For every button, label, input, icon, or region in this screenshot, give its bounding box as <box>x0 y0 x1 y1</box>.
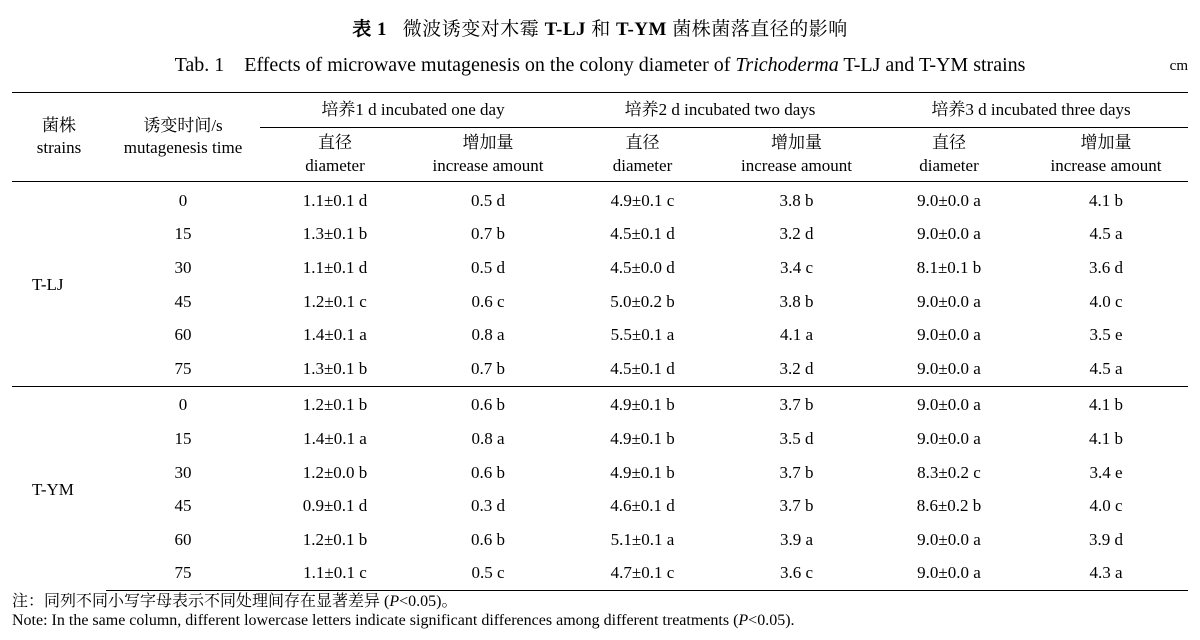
cell-diameter-day-2: 5.5±0.1 a <box>610 325 675 345</box>
group-t-ym <box>12 386 1188 591</box>
title-cn-text-b: 菌株菌落直径的影响 <box>672 19 848 40</box>
cell-increase-day-2: 3.5 d <box>779 428 814 448</box>
cell-increase-day-3: 4.1 b <box>1089 190 1123 210</box>
table-title-chinese <box>0 14 1200 41</box>
header-increase-day-2: 增加量 increase amount <box>741 133 852 175</box>
cell-increase-day-3: 4.0 c <box>1089 291 1123 311</box>
table-row <box>12 557 1188 591</box>
cell-increase-day-2: 3.7 b <box>779 462 814 482</box>
table-row <box>12 422 1188 456</box>
cell-increase-day-2: 3.8 b <box>779 291 814 311</box>
cell-diameter-day-3: 9.0±0.0 a <box>917 358 981 378</box>
table-row <box>12 182 1188 218</box>
cell-diameter-day-1: 1.4±0.1 a <box>303 325 367 345</box>
title-en-genus: Trichoderma <box>735 54 839 76</box>
header-day-1: 培养1 d incubated one day <box>260 93 566 128</box>
cell-diameter-day-2: 4.5±0.1 d <box>610 224 675 244</box>
cell-diameter-day-2: 4.6±0.1 d <box>610 496 675 516</box>
cell-diameter-day-3: 8.6±0.2 b <box>916 496 982 516</box>
cell-diameter-day-2: 4.5±0.0 d <box>610 257 675 277</box>
cell-increase-day-3: 3.4 e <box>1089 462 1123 482</box>
header-diameter-day-2: 直径 diameter <box>612 133 673 175</box>
unit-label: cm <box>1169 58 1188 74</box>
cell-increase-day-1: 0.6 b <box>471 529 505 549</box>
cell-diameter-day-3: 9.0±0.0 a <box>917 224 981 244</box>
cell-time: 60 <box>174 325 192 345</box>
data-table <box>12 92 1188 591</box>
cell-time: 0 <box>178 190 188 210</box>
cell-increase-day-3: 4.3 a <box>1024 557 1188 591</box>
cell-diameter-day-1: 1.2±0.0 b <box>302 462 368 482</box>
footnote-english: Note: In the same column, different lowercase letters indicate significant differences among different treatments (P<0.05). <box>12 612 795 629</box>
cell-increase-day-2: 4.1 a <box>779 325 814 345</box>
cell-increase-day-1: 0.5 c <box>410 557 566 591</box>
cell-diameter-day-2: 5.1±0.1 a <box>610 529 675 549</box>
cell-diameter-day-1: 1.3±0.1 b <box>302 358 368 378</box>
header-increase-day-1: 增加量 increase amount <box>432 133 544 175</box>
cell-diameter-day-1: 1.1±0.1 d <box>302 257 368 277</box>
table-row <box>12 285 1188 319</box>
cell-increase-day-3: 3.5 e <box>1089 325 1123 345</box>
cell-diameter-day-2: 4.9±0.1 b <box>610 428 675 448</box>
cell-increase-day-2: 3.7 b <box>779 496 814 516</box>
cell-time: 75 <box>174 358 192 378</box>
cell-increase-day-1: 0.7 b <box>471 224 505 244</box>
title-en-prefix: Tab. 1 Effects of microwave mutagenesis on the colony diameter of <box>174 54 731 76</box>
cell-diameter-day-1: 1.1±0.1 d <box>302 190 368 210</box>
header-day-2: 培养2 d incubated two days <box>566 93 874 128</box>
cell-diameter-day-1: 1.2±0.1 b <box>260 386 410 422</box>
cell-increase-day-1: 0.6 b <box>471 462 505 482</box>
cell-diameter-day-1: 1.1±0.1 c <box>260 557 410 591</box>
cell-increase-day-1: 0.3 d <box>471 496 505 516</box>
cell-diameter-day-3: 9.0±0.0 a <box>874 557 1024 591</box>
title-cn-and: 和 <box>591 19 611 40</box>
cell-increase-day-1: 0.6 c <box>471 291 505 311</box>
cell-diameter-day-3: 9.0±0.0 a <box>874 386 1024 422</box>
table-row <box>12 386 1188 422</box>
table-row <box>12 218 1188 252</box>
cell-diameter-day-3: 9.0±0.0 a <box>917 291 981 311</box>
header-row-1 <box>12 93 1188 128</box>
table-row <box>12 523 1188 557</box>
header-diameter-day-1: 直径 diameter <box>305 133 365 175</box>
cell-increase-day-3: 4.5 a <box>1089 358 1123 378</box>
cell-increase-day-1: 0.8 a <box>471 325 505 345</box>
table-row <box>12 352 1188 386</box>
group-t-lj <box>12 182 1188 387</box>
cell-diameter-day-3: 8.3±0.2 c <box>917 462 981 482</box>
table-row <box>12 318 1188 352</box>
cell-diameter-day-1: 1.2±0.1 b <box>302 529 368 549</box>
cell-increase-day-3: 3.9 d <box>1089 529 1123 549</box>
cell-time: 15 <box>174 224 192 244</box>
header-day-3: 培养3 d incubated three days <box>874 93 1188 128</box>
strain-label: T-LJ <box>32 274 64 294</box>
cell-diameter-day-3: 9.0±0.0 a <box>917 428 981 448</box>
cell-increase-day-2: 3.8 b <box>779 190 814 210</box>
cell-time: 75 <box>106 557 260 591</box>
cell-increase-day-1: 0.8 a <box>471 428 505 448</box>
title-en-suffix: T-LJ and T-YM strains <box>843 54 1026 76</box>
cell-diameter-day-1: 1.2±0.1 c <box>303 291 367 311</box>
cell-increase-day-3: 4.0 c <box>1089 496 1123 516</box>
cell-diameter-day-2: 4.9±0.1 c <box>610 190 675 210</box>
cell-increase-day-2: 3.2 d <box>779 224 814 244</box>
cell-increase-day-2: 3.7 b <box>719 386 874 422</box>
cell-time: 45 <box>174 496 192 516</box>
cell-increase-day-2: 3.2 d <box>779 358 814 378</box>
cell-diameter-day-3: 9.0±0.0 a <box>917 190 981 210</box>
table-title-english <box>0 54 1200 77</box>
cell-time: 30 <box>174 257 192 277</box>
cell-time: 30 <box>174 462 192 482</box>
table-row <box>12 489 1188 523</box>
table-label: 表 1 <box>352 19 388 40</box>
cell-diameter-day-2: 5.0±0.2 b <box>610 291 675 311</box>
title-strain-b: T-YM <box>616 19 667 40</box>
header-increase-day-3: 增加量 increase amount <box>1050 133 1162 175</box>
cell-increase-day-2: 3.6 c <box>719 557 874 591</box>
table-row <box>12 251 1188 285</box>
cell-increase-day-1: 0.5 d <box>471 257 505 277</box>
cell-diameter-day-1: 0.9±0.1 d <box>302 496 368 516</box>
footnote-chinese: 注：同列不同小写字母表示不同处理间存在显著差异 (P<0.05)。 <box>12 593 458 610</box>
strain-label: T-YM <box>12 386 106 591</box>
cell-increase-day-3: 4.1 b <box>1089 428 1123 448</box>
cell-increase-day-3: 3.6 d <box>1089 257 1123 277</box>
table-row <box>12 456 1188 490</box>
cell-diameter-day-1: 1.3±0.1 b <box>302 224 368 244</box>
header-strain: 菌株 strains <box>36 115 82 157</box>
cell-time: 60 <box>174 529 192 549</box>
cell-time: 45 <box>174 291 192 311</box>
title-strain-a: T-LJ <box>544 19 586 40</box>
cell-increase-day-2: 3.9 a <box>779 529 814 549</box>
cell-increase-day-3: 4.1 b <box>1024 386 1188 422</box>
cell-increase-day-1: 0.5 d <box>471 190 505 210</box>
cell-diameter-day-3: 9.0±0.0 a <box>917 529 981 549</box>
cell-increase-day-3: 4.5 a <box>1089 224 1123 244</box>
cell-diameter-day-3: 9.0±0.0 a <box>917 325 981 345</box>
cell-diameter-day-1: 1.4±0.1 a <box>303 428 367 448</box>
cell-time: 0 <box>106 386 260 422</box>
cell-diameter-day-2: 4.9±0.1 b <box>610 462 675 482</box>
header-diameter-day-3: 直径 diameter <box>919 133 979 175</box>
cell-increase-day-2: 3.4 c <box>779 257 814 277</box>
cell-diameter-day-2: 4.5±0.1 d <box>610 358 675 378</box>
title-cn-text-a: 微波诱变对木霉 <box>402 19 540 40</box>
cell-diameter-day-3: 8.1±0.1 b <box>916 257 982 277</box>
cell-diameter-day-2: 4.9±0.1 b <box>566 386 719 422</box>
cell-increase-day-1: 0.6 b <box>410 386 566 422</box>
cell-increase-day-1: 0.7 b <box>471 358 505 378</box>
header-mutagenesis-time: 诱变时间/s mutagenesis time <box>123 115 243 157</box>
cell-time: 15 <box>174 428 192 448</box>
cell-diameter-day-2: 4.7±0.1 c <box>566 557 719 591</box>
